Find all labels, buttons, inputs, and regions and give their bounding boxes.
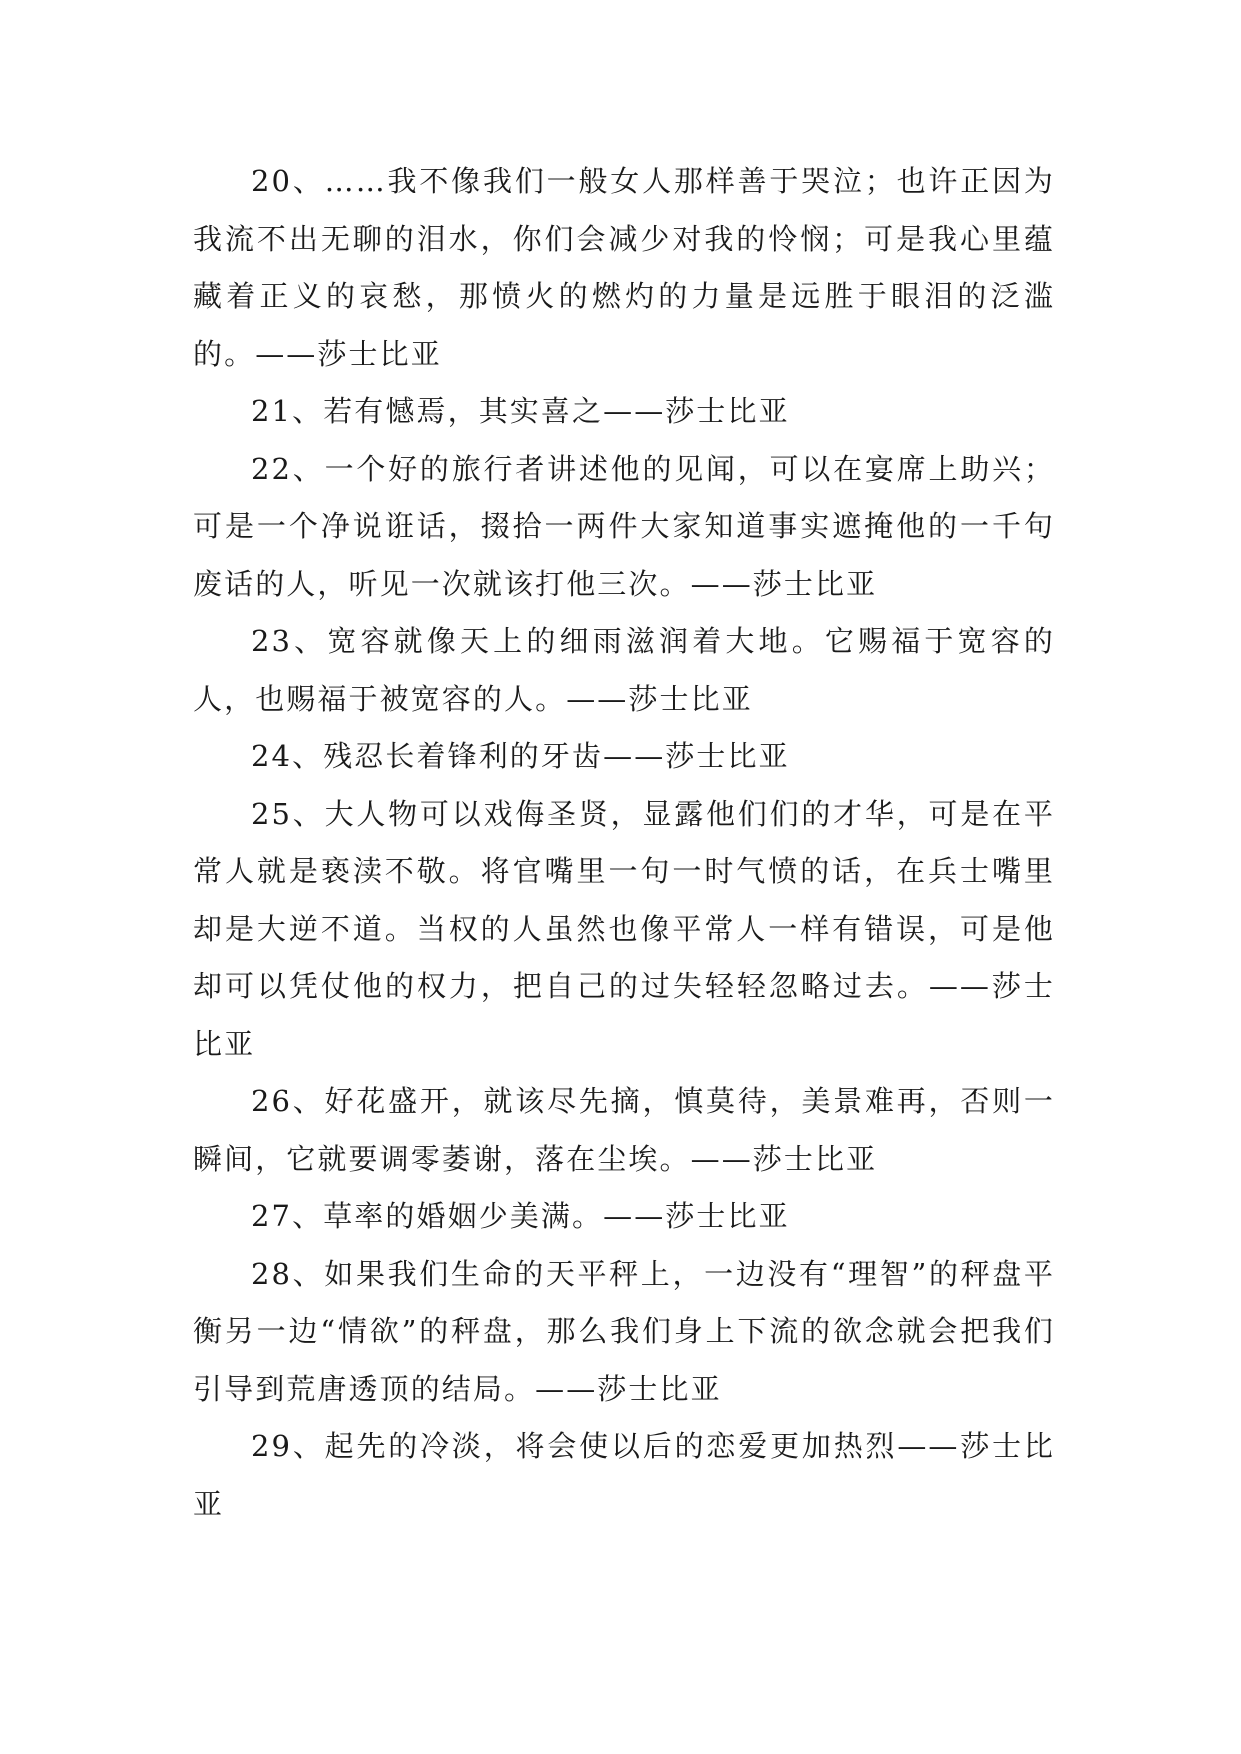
quote-paragraph-28: 28、如果我们生命的天平秤上，一边没有“理智”的秤盘平衡另一边“情欲”的秤盘，那么我们身上下流的欲念就会把我们引导到荒唐透顶的结局。——莎士比亚 [193, 1256, 1055, 1406]
quote-paragraph-29: 29、起先的冷淡，将会使以后的恋爱更加热烈——莎士比亚 [193, 1429, 1055, 1521]
quote-paragraph-26: 26、好花盛开，就该尽先摘，慎莫待，美景难再，否则一瞬间，它就要调零萎谢，落在尘埃。——莎士比亚 [193, 1084, 1055, 1176]
quote-paragraph-27: 27、草率的婚姻少美满。——莎士比亚 [251, 1199, 790, 1233]
quote-paragraph-25: 25、大人物可以戏侮圣贤，显露他们们的才华，可是在平常人就是亵渎不敬。将官嘴里一句一时气愤的话，在兵士嘴里却是大逆不道。当权的人虽然也像平常人一样有错误，可是他却可以凭仗他的权力，把自己的过失轻轻忽略过去。——莎士比亚 [193, 796, 1055, 1061]
quote-paragraph-23: 23、宽容就像天上的细雨滋润着大地。它赐福于宽容的人，也赐福于被宽容的人。——莎士比亚 [193, 624, 1055, 716]
quote-paragraph-22: 22、一个好的旅行者讲述他的见闻，可以在宴席上助兴；可是一个净说诳话，掇拾一两件大家知道事实遮掩他的一千句废话的人，听见一次就该打他三次。——莎士比亚 [193, 451, 1055, 601]
quote-paragraph-21: 21、若有憾焉，其实喜之——莎士比亚 [251, 394, 790, 428]
document-body [193, 153, 1055, 1533]
quote-paragraph-24: 24、残忍长着锋利的牙齿——莎士比亚 [251, 739, 790, 773]
quote-paragraph-20: 20、……我不像我们一般女人那样善于哭泣；也许正因为我流不出无聊的泪水，你们会减少对我的怜悯；可是我心里蕴藏着正义的哀愁，那愤火的燃灼的力量是远胜于眼泪的泛滥的。——莎士比亚 [193, 164, 1055, 371]
